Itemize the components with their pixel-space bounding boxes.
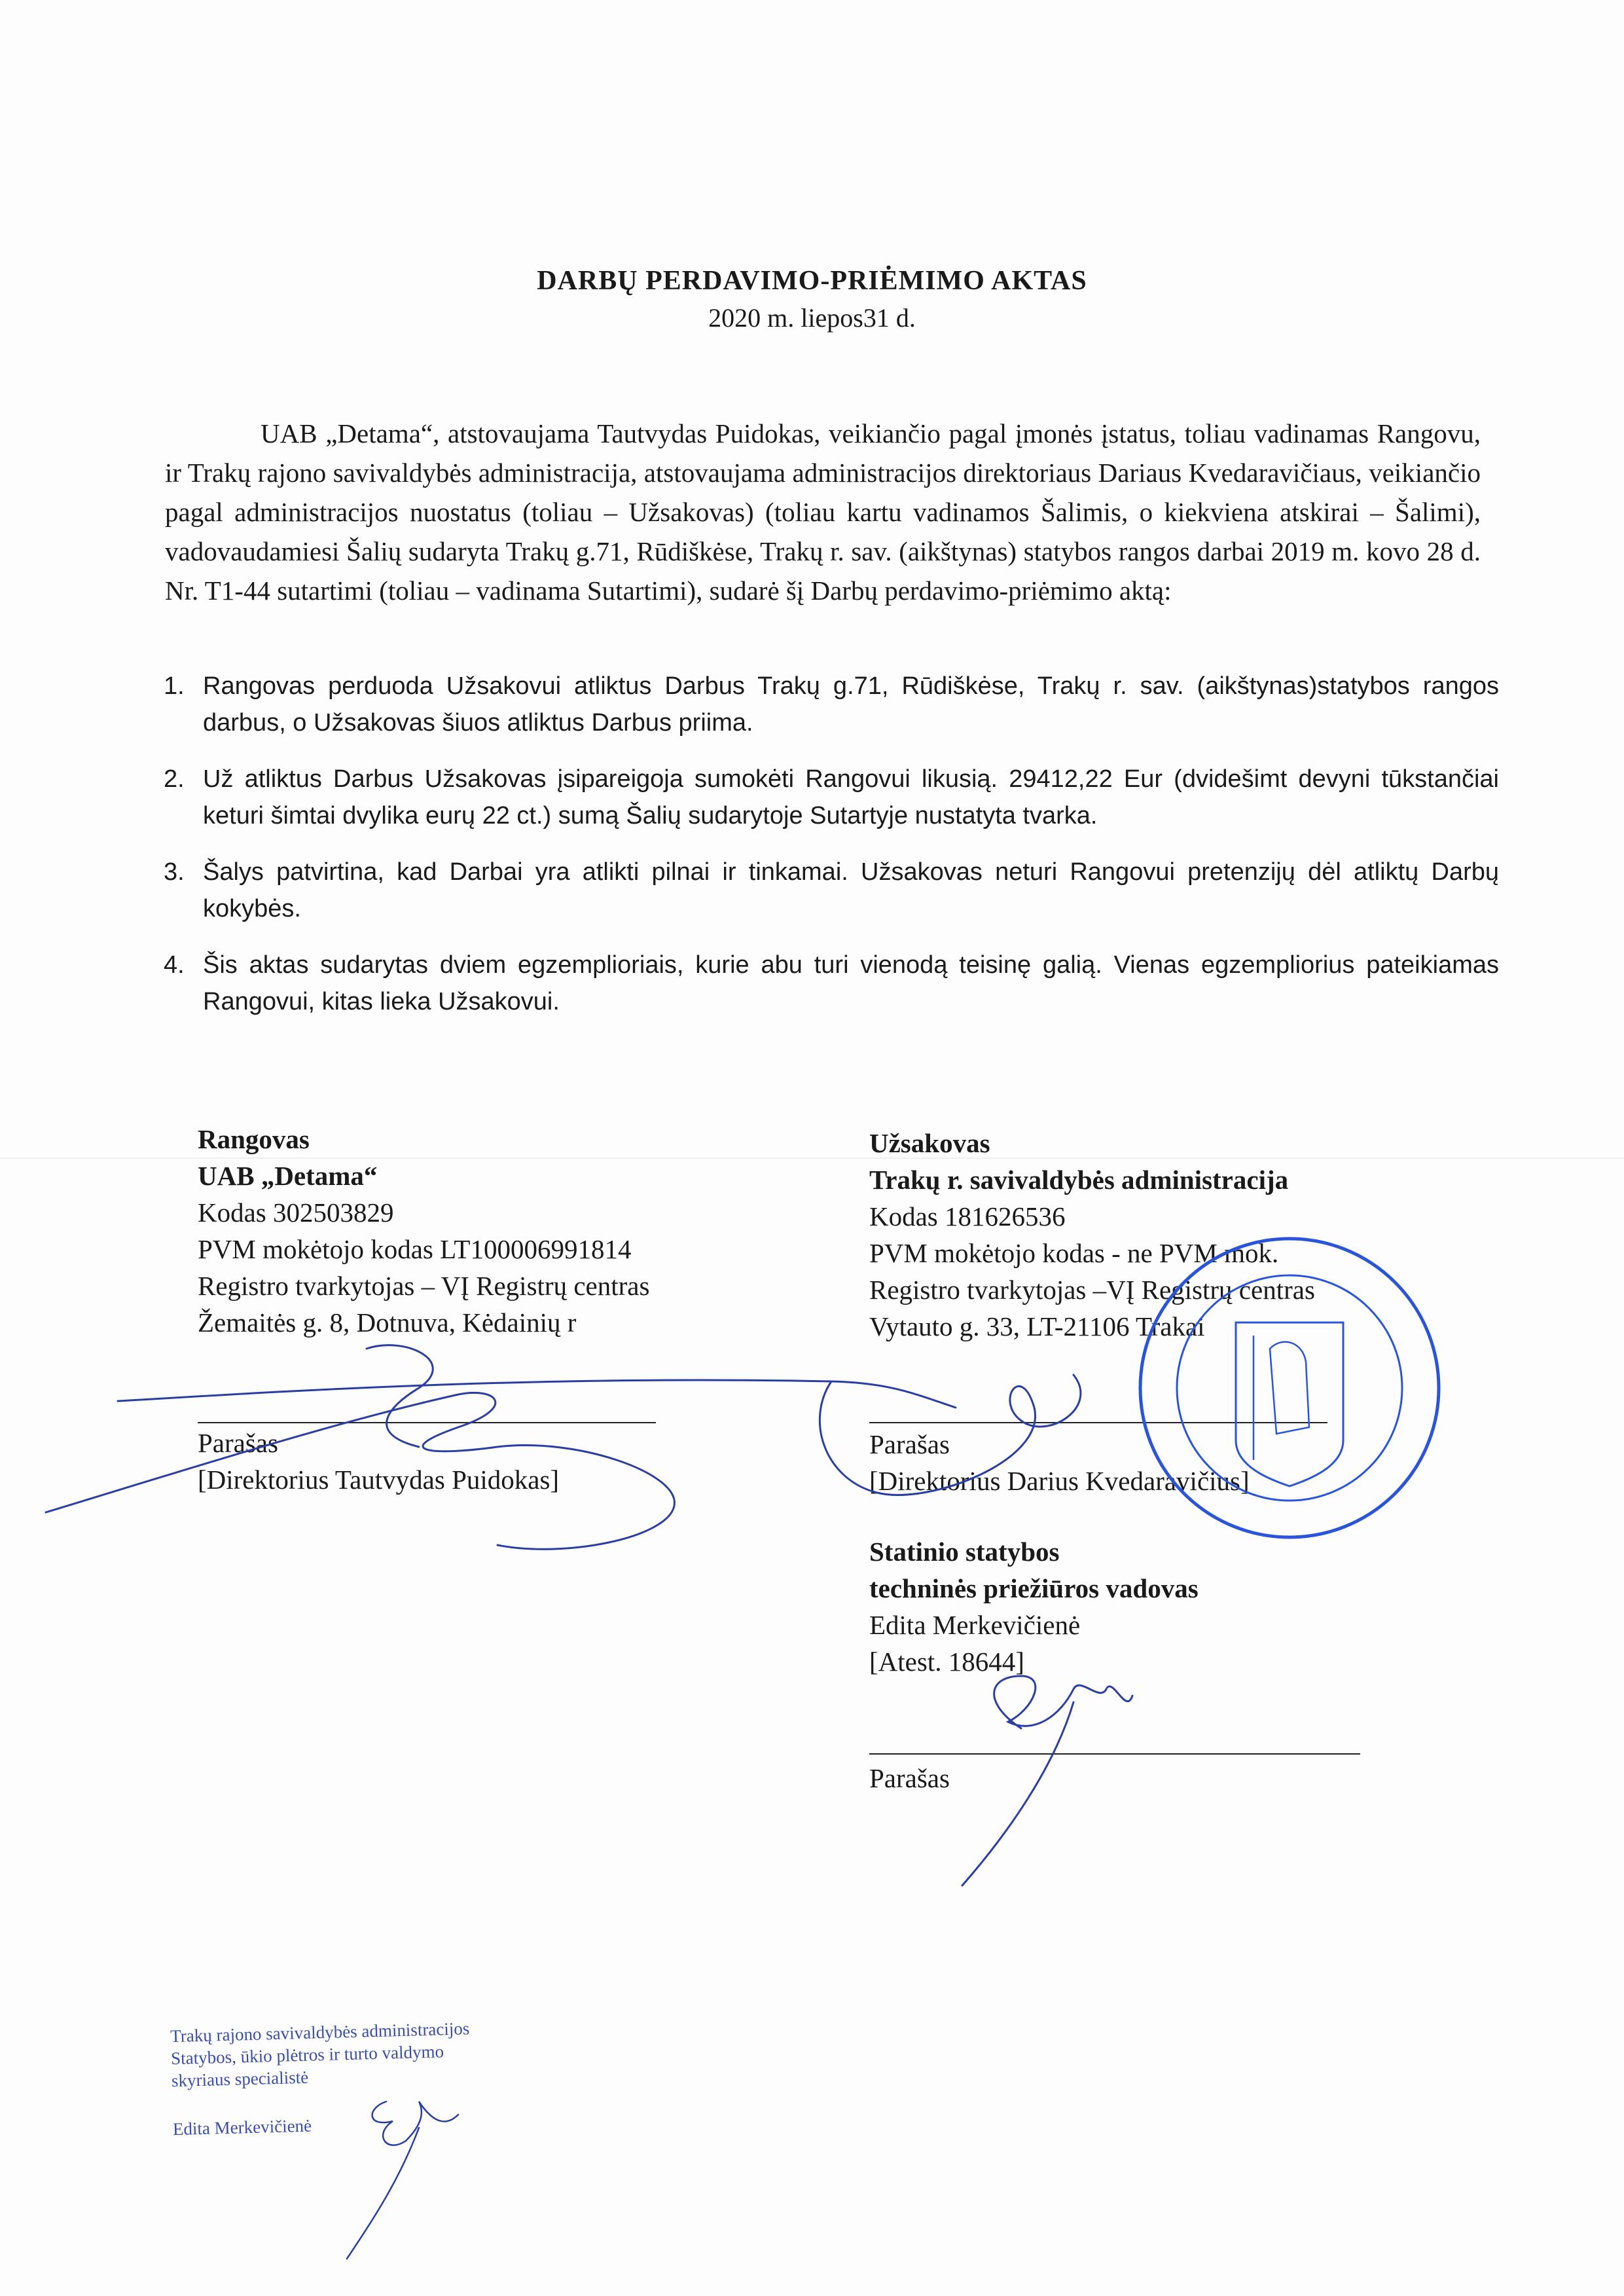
term-number: 2. (164, 765, 185, 793)
contractor-address: Žemaitės g. 8, Dotnuva, Kėdainių r (198, 1307, 577, 1338)
contractor-code: Kodas 302503829 (198, 1197, 394, 1228)
contractor-block (198, 1121, 649, 1341)
term-text: Rangovas perduoda Užsakovui atliktus Darbus Trakų g.71, Rūdiškėse, Trakų r. sav. (aikštynas)statybos rangos darbus, o Užsakovas šiuos atliktus Darbus priima. (203, 672, 1499, 737)
client-signature-label: Parašas (869, 1429, 950, 1459)
term-number: 3. (164, 858, 185, 886)
term-item (164, 761, 1499, 834)
supervisor-heading-2: techninės priežiūros vadovas (869, 1573, 1199, 1603)
contractor-company: UAB „Detama“ (198, 1161, 378, 1191)
supervisor-signature-line (869, 1753, 1360, 1755)
document-title: DARBŲ PERDAVIMO-PRIĖMIMO AKTAS (537, 266, 1087, 296)
contractor-signature-label: Parašas (198, 1428, 278, 1458)
supervisor-certificate: [Atest. 18644] (869, 1647, 1024, 1677)
contractor-vat: PVM mokėtojo kodas LT100006991814 (198, 1234, 632, 1264)
term-item (164, 947, 1499, 1020)
document-date: 2020 m. liepos31 d. (708, 303, 916, 333)
terms-list (164, 668, 1499, 1020)
client-signature-line (869, 1422, 1327, 1423)
supervisor-heading-1: Statinio statybos (869, 1537, 1060, 1567)
contractor-heading: Rangovas (198, 1124, 310, 1154)
term-item (164, 668, 1499, 741)
specialist-note-line: Statybos, ūkio plėtros ir turto valdymo (170, 2041, 444, 2069)
specialist-note-line: Trakų rajono savivaldybės administracijos (170, 2018, 470, 2047)
client-address: Vytauto g. 33, LT-21106 Trakai (869, 1311, 1205, 1341)
supervisor-name: Edita Merkevičienė (869, 1610, 1081, 1640)
specialist-note (170, 2014, 579, 2140)
intro-text: UAB „Detama“, atstovaujama Tautvydas Puidokas, veikiančio pagal įmonės įstatus, toliau vadinamas Rangovu, ir Trakų rajono savivaldybės administracija, atstovaujama administracijos direktoriaus Dariaus Kvedaravičiaus, veikiančio pagal administracijos nuostatus (toliau – Užsakovas) (toliau kartu vadinamos Šalimis, o kiekviena atskirai – Šalimi), vadovaudamiesi Šalių sudaryta Trakų g.71, Rūdiškėse, Trakų r. sav. (aikštynas) statybos rangos darbai 2019 m. kovo 28 d. Nr. T1-44 sutartimi (toliau – vadinama Sutartimi), sudarė šį Darbų perdavimo-priėmimo aktą: (165, 418, 1481, 606)
supervisor-signature-label: Parašas (869, 1763, 950, 1793)
contractor-signatory: [Direktorius Tautvydas Puidokas] (198, 1465, 560, 1495)
client-registry: Registro tvarkytojas –VĮ Registrų centras (869, 1275, 1315, 1305)
term-text: Už atliktus Darbus Užsakovas įsipareigoja sumokėti Rangovui likusią. 29412,22 Eur (dvidešimt devyni tūkstančiai keturi šimtai dvylika eurų 22 ct.) sumą Šalių sudarytoje Sutartyje nustatyta tvarka. (203, 765, 1499, 829)
client-company: Trakų r. savivaldybės administracija (869, 1165, 1289, 1195)
term-text: Šis aktas sudarytas dviem egzemplioriais, kurie abu turi vienodą teisinę galią. Vienas egzempliorius pateikiamas Rangovui, kitas lieka Užsakovui. (203, 951, 1499, 1015)
client-signatory: [Direktorius Darius Kvedaravičius] (869, 1466, 1250, 1496)
supervisor-block (869, 1533, 1199, 1680)
term-item (164, 854, 1499, 927)
contractor-signature-line (198, 1422, 656, 1423)
specialist-name: Edita Merkevičienė (172, 2115, 312, 2140)
client-heading: Užsakovas (869, 1128, 990, 1158)
term-text: Šalys patvirtina, kad Darbai yra atlikti pilnai ir tinkamai. Užsakovas neturi Rangovui pretenzijų dėl atliktų Darbų kokybės. (203, 858, 1499, 922)
contractor-registry: Registro tvarkytojas – VĮ Registrų centras (198, 1271, 650, 1301)
client-vat: PVM mokėtojo kodas - ne PVM mok. (869, 1238, 1279, 1268)
term-number: 1. (164, 672, 185, 700)
client-block (869, 1125, 1315, 1345)
client-code: Kodas 181626536 (869, 1201, 1066, 1231)
intro-paragraph (165, 414, 1481, 610)
term-number: 4. (164, 951, 185, 979)
specialist-note-line: skyriaus specialistė (171, 2067, 309, 2091)
